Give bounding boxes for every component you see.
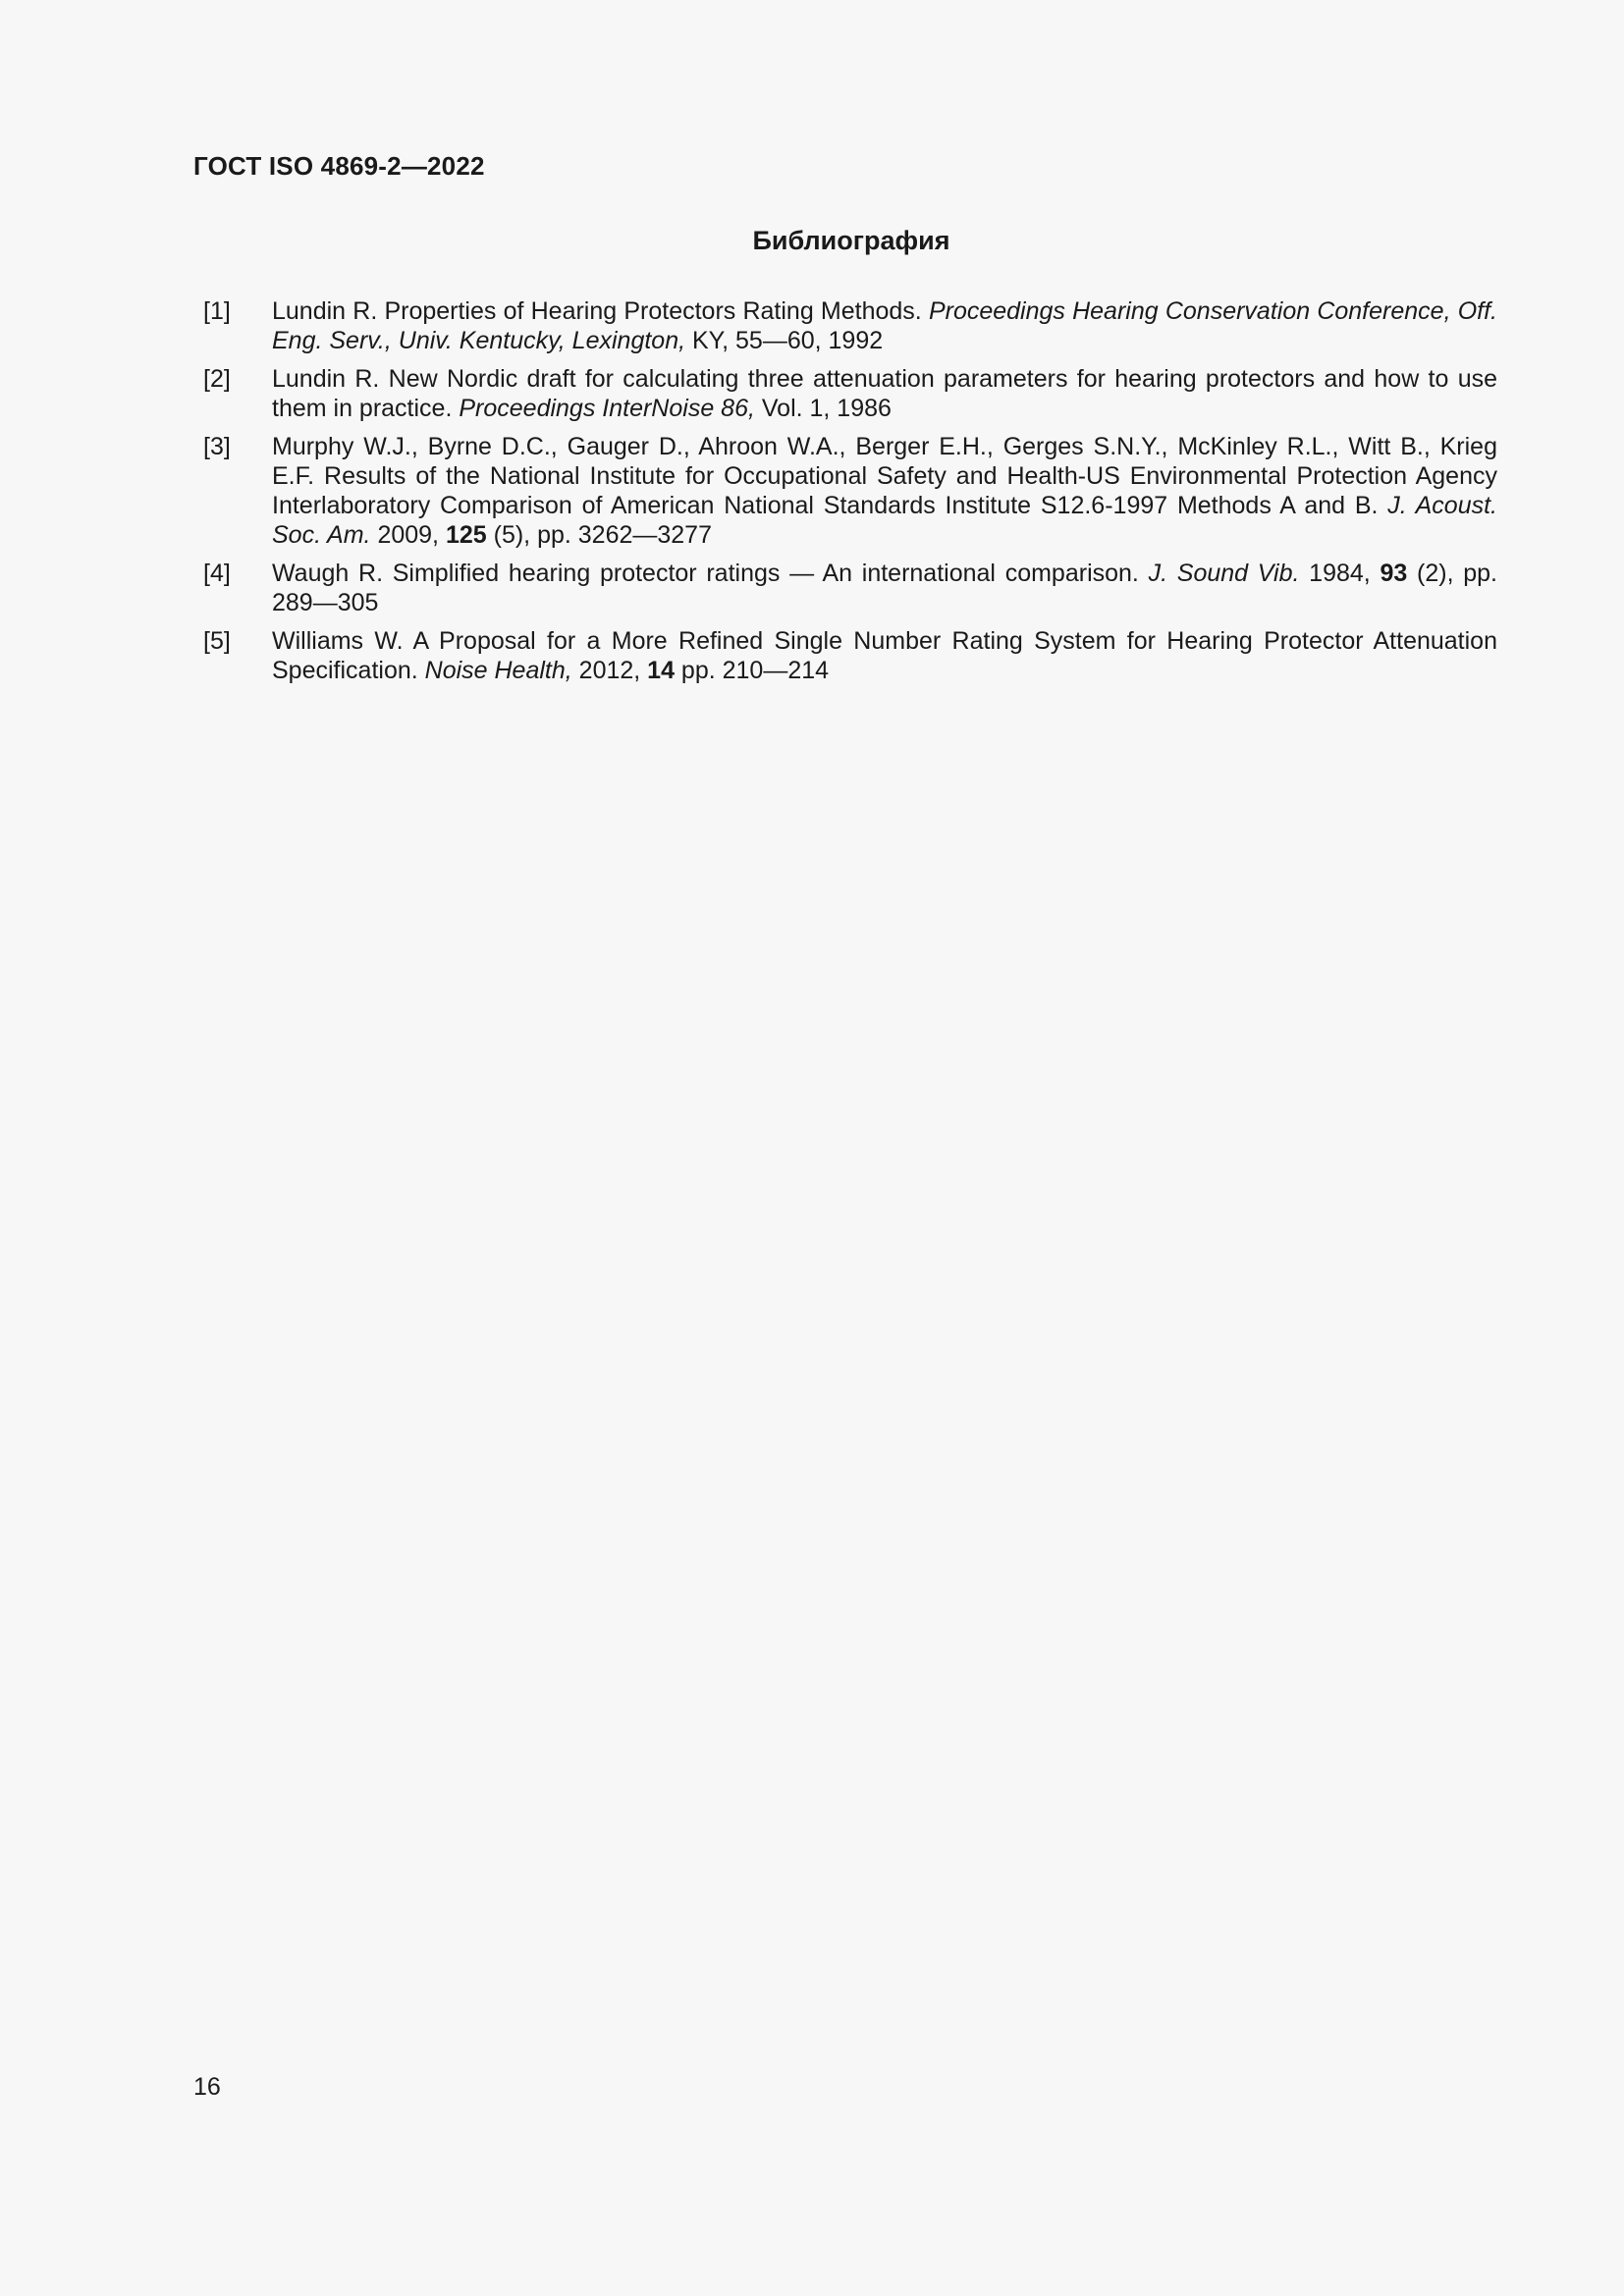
entry-text-part: Proceedings Hearing Conservation Conference, Off. Eng. Serv., Univ. Kentucky, Lexington, — [272, 297, 1497, 354]
document-code-header: ГОСТ ISO 4869-2—2022 — [193, 151, 485, 181]
entry-text-part: Noise Health, — [424, 657, 572, 684]
entry-text-part: 2012, — [571, 657, 648, 684]
entry-text-part: Proceedings InterNoise 86, — [459, 395, 755, 422]
entry-text — [272, 626, 1497, 685]
entry-text-part: 125 — [445, 521, 487, 549]
bibliography-entry — [193, 626, 1497, 685]
entry-text-part: KY, 55—60, 1992 — [685, 327, 884, 354]
entry-text-part: pp. 210—214 — [674, 657, 830, 684]
bibliography-entry — [193, 559, 1497, 617]
entry-text-part: 1984, — [1299, 560, 1380, 587]
bibliography-title: Библиография — [752, 226, 950, 255]
entry-text-part: Lundin R. New Nordic draft for calculating three attenuation parameters for hearing protectors and how to use them in practice. — [272, 365, 1497, 422]
entry-text-part: Vol. 1, 1986 — [754, 395, 892, 422]
entry-number: [4] — [203, 560, 231, 587]
entry-text-part: (5), pp. 3262—3277 — [486, 521, 712, 549]
entry-text-part: Williams W. A Proposal for a More Refined Single Number Rating System for Hearing Protector Attenuation Specification. — [272, 627, 1497, 684]
entry-text-part: J. Sound Vib. — [1148, 560, 1300, 587]
bibliography-list — [193, 296, 1497, 694]
entry-number: [2] — [203, 365, 231, 393]
entry-text — [272, 364, 1497, 423]
entry-text-part: Lundin R. Properties of Hearing Protectors Rating Methods. — [272, 297, 929, 325]
bibliography-entry — [193, 364, 1497, 423]
entry-text-part: Murphy W.J., Byrne D.C., Gauger D., Ahroon W.A., Berger E.H., Gerges S.N.Y., McKinley R.L., Witt B., Krieg E.F. Results of the National Institute for Occupational Safety and Health-US Environmental Protection Agency Interlaboratory Comparison of American National Standards Institute S12.6-1997 Methods A and B. — [272, 433, 1497, 519]
entry-text — [272, 296, 1497, 355]
entry-text — [272, 432, 1497, 550]
entry-text — [272, 559, 1497, 617]
entry-number: [3] — [203, 433, 231, 460]
entry-text-part: 93 — [1380, 560, 1408, 587]
entry-text-part: J. Acoust. Soc. Am. — [272, 492, 1497, 549]
entry-text-part: Waugh R. Simplified hearing protector ratings — An international comparison. — [272, 560, 1149, 587]
entry-number: [5] — [203, 627, 231, 655]
bibliography-entry — [193, 296, 1497, 355]
page-number: 16 — [193, 2073, 221, 2101]
entry-text-part: 2009, — [370, 521, 446, 549]
bibliography-entry — [193, 432, 1497, 550]
entry-text-part: 14 — [647, 657, 675, 684]
entry-number: [1] — [203, 297, 231, 325]
entry-text-part: (2), pp. 289—305 — [272, 560, 1497, 616]
